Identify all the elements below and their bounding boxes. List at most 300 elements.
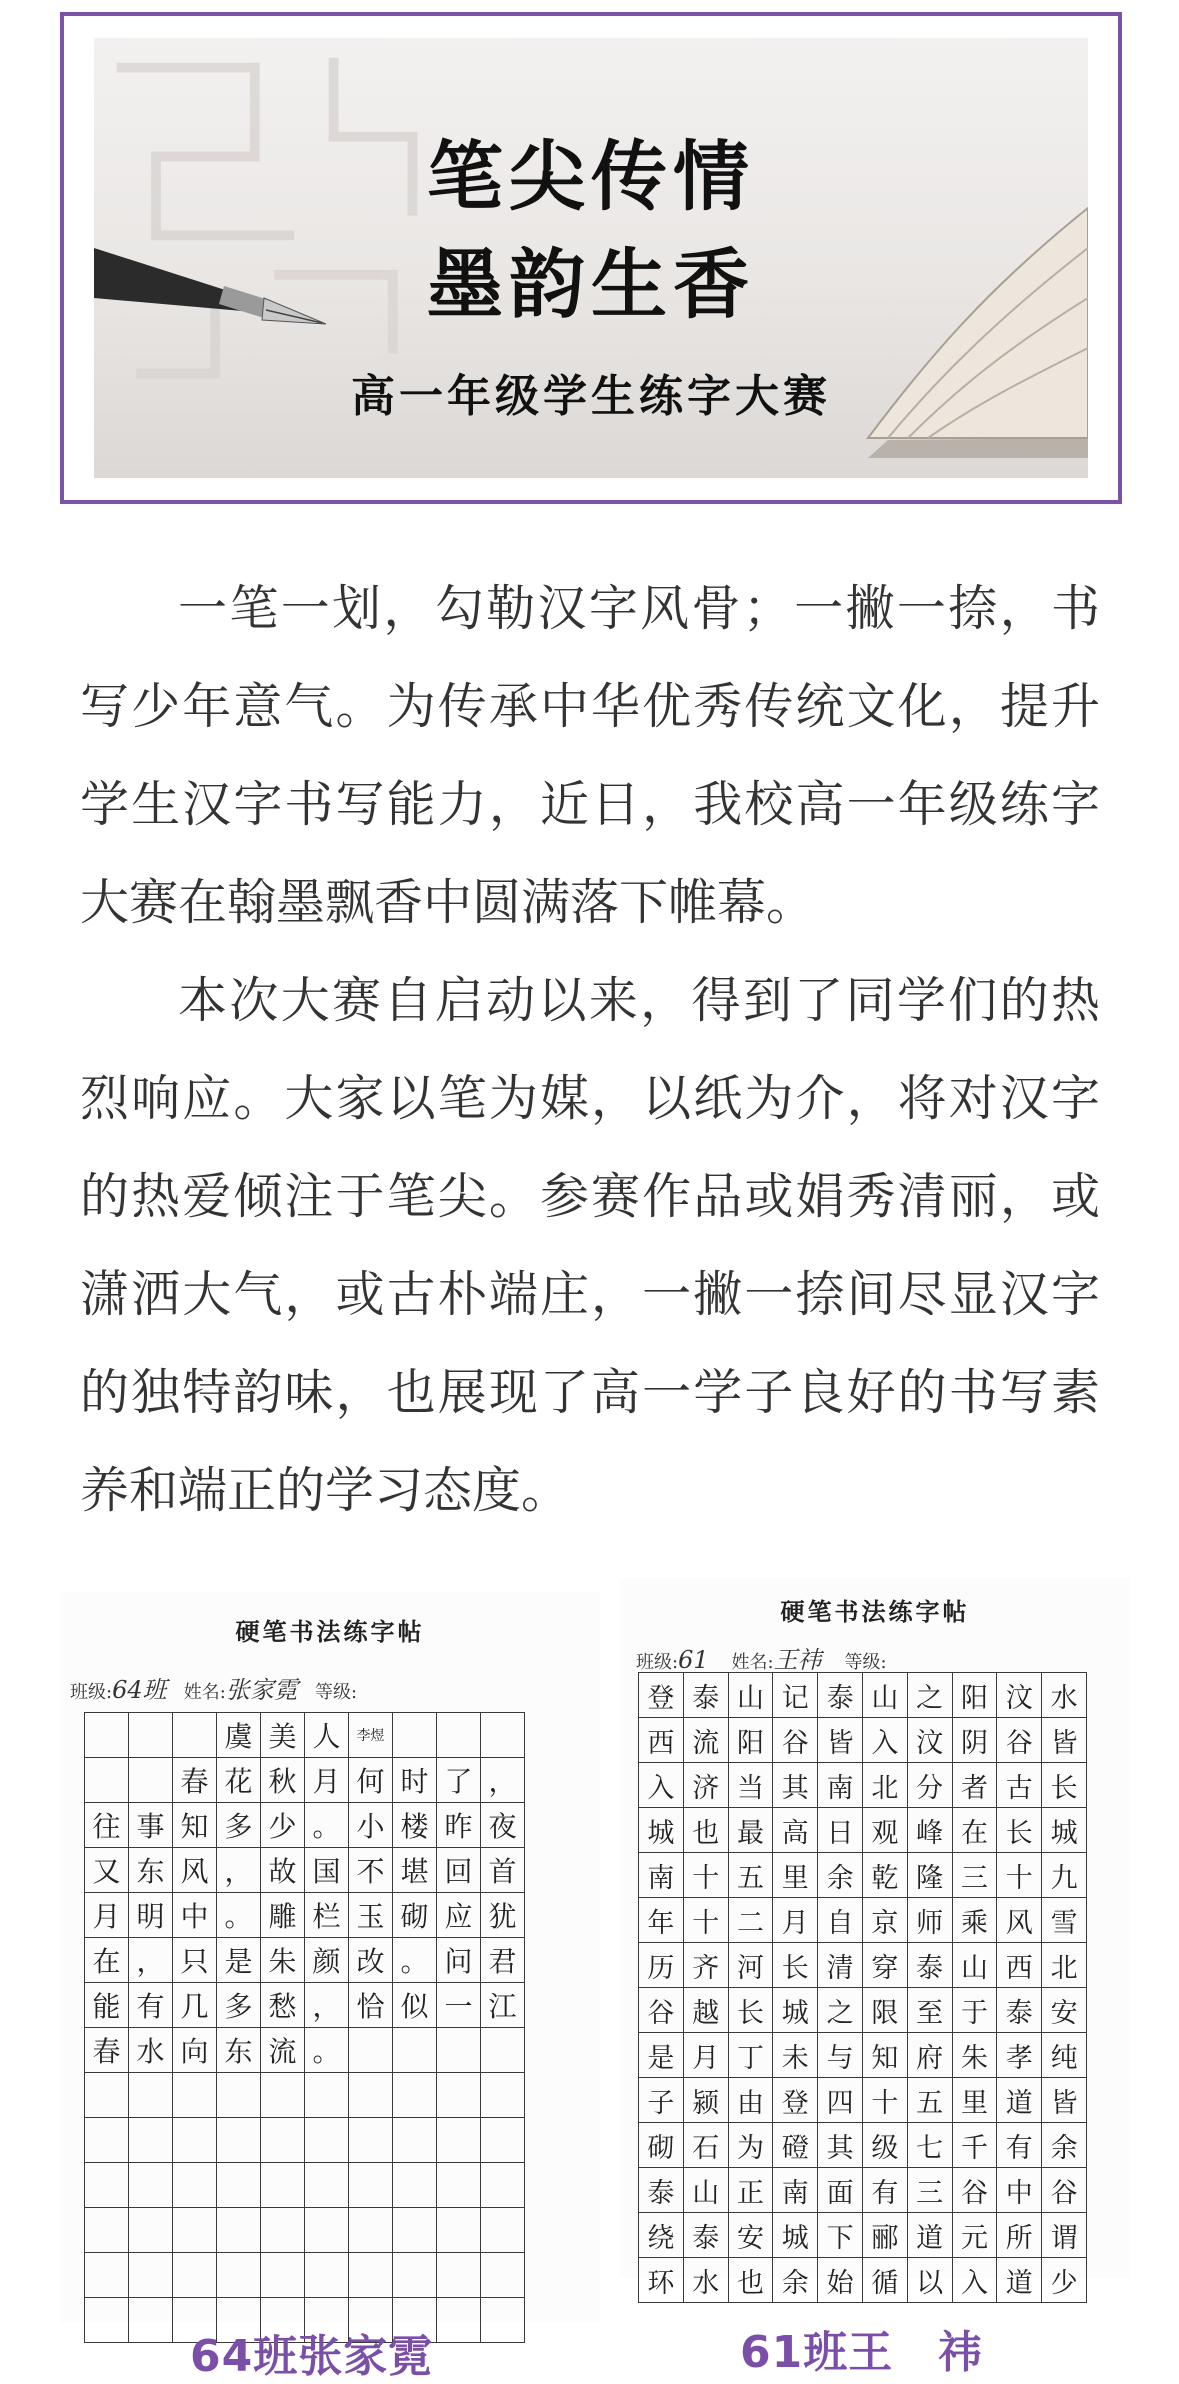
- grid-cell: 正: [728, 2168, 773, 2213]
- grid-cell: 循: [862, 2258, 907, 2303]
- grid-row: [85, 1758, 525, 1803]
- grid-cell: 少: [1042, 2258, 1087, 2303]
- grid-cell: [349, 2073, 393, 2118]
- grid-cell: 自: [818, 1898, 863, 1943]
- grid-cell: [173, 2163, 217, 2208]
- grid-cell: 有: [997, 2123, 1042, 2168]
- grid-cell: 子: [639, 2078, 684, 2123]
- grid-cell: 未: [773, 2033, 818, 2078]
- grid-cell: 下: [818, 2213, 863, 2258]
- grid-cell: 何: [349, 1758, 393, 1803]
- banner-title-line-1: 笔尖传情: [427, 132, 755, 221]
- grid-cell: 至: [907, 1988, 952, 2033]
- grid-cell: 城: [639, 1808, 684, 1853]
- grid-row: [639, 1808, 1087, 1853]
- grid-cell: 长: [773, 1943, 818, 1988]
- grid-cell: [481, 2163, 525, 2208]
- grid-cell: 面: [818, 2168, 863, 2213]
- grid-cell: ，: [305, 1983, 349, 2028]
- grid-cell: 在: [85, 1938, 129, 1983]
- grid-cell: 由: [728, 2078, 773, 2123]
- grid-cell: 观: [862, 1808, 907, 1853]
- grid-row: [639, 1943, 1087, 1988]
- grid-cell: [437, 2073, 481, 2118]
- grid-cell: 水: [683, 2258, 728, 2303]
- grid-cell: 美: [261, 1713, 305, 1758]
- grid-cell: 为: [728, 2123, 773, 2168]
- grid-cell: 又: [85, 1848, 129, 1893]
- grid-cell: 安: [1042, 1988, 1087, 2033]
- grid-cell: [481, 2118, 525, 2163]
- grid-cell: 年: [639, 1898, 684, 1943]
- grid-cell: 谓: [1042, 2213, 1087, 2258]
- grid-cell: 古: [997, 1763, 1042, 1808]
- grid-cell: 堪: [393, 1848, 437, 1893]
- grid-row: [85, 2073, 525, 2118]
- grid-cell: 花: [217, 1758, 261, 1803]
- grid-cell: 安: [728, 2213, 773, 2258]
- grid-cell: [85, 1713, 129, 1758]
- grid-cell: ，: [217, 1848, 261, 1893]
- grid-cell: 入: [639, 1763, 684, 1808]
- grid-cell: 月: [773, 1898, 818, 1943]
- grid-cell: [305, 2163, 349, 2208]
- grid-cell: 千: [952, 2123, 997, 2168]
- grid-cell: 流: [683, 1718, 728, 1763]
- copybook-sheet-64: [60, 1592, 600, 2322]
- name-value: 张家霓: [225, 1676, 298, 1704]
- grid-cell: 三: [952, 1853, 997, 1898]
- grid-cell: 国: [305, 1848, 349, 1893]
- grid-row: [639, 1763, 1087, 1808]
- grid-cell: 京: [862, 1898, 907, 1943]
- grid-cell: 泰: [683, 2213, 728, 2258]
- grid-cell: 与: [818, 2033, 863, 2078]
- grid-cell: 孝: [997, 2033, 1042, 2078]
- grid-cell: 山: [862, 1673, 907, 1718]
- grid-cell: 改: [349, 1938, 393, 1983]
- grid-cell: 人: [305, 1713, 349, 1758]
- grid-row: [85, 1803, 525, 1848]
- grid-cell: 中: [173, 1893, 217, 1938]
- grid-row: [639, 2258, 1087, 2303]
- grid-cell: 西: [997, 1943, 1042, 1988]
- grid-row: [639, 1898, 1087, 1943]
- grid-cell: 谷: [1042, 2168, 1087, 2213]
- grid-cell: 东: [129, 1848, 173, 1893]
- grid-cell: 明: [129, 1893, 173, 1938]
- grid-cell: 五: [907, 2078, 952, 2123]
- grid-row: [85, 1893, 525, 1938]
- grid-row: [639, 2078, 1087, 2123]
- grid-cell: [85, 1758, 129, 1803]
- grid-row: [639, 2213, 1087, 2258]
- grid-cell: 谷: [773, 1718, 818, 1763]
- grid-cell: [481, 2298, 525, 2343]
- grid-cell: 长: [997, 1808, 1042, 1853]
- grid-cell: 隆: [907, 1853, 952, 1898]
- grid-cell: 山: [952, 1943, 997, 1988]
- grid-cell: 郦: [862, 2213, 907, 2258]
- grid-cell: 里: [952, 2078, 997, 2123]
- article-paragraph-1: 一笔一划，勾勒汉字风骨；一撇一捺，书写少年意气。为传承中华优秀传统文化，提升学生汉字书写能力，近日，我校高一年级练字大赛在翰墨飘香中圆满落下帷幕。: [80, 580, 1100, 931]
- grid-cell: 南: [639, 1853, 684, 1898]
- grid-cell: 砌: [639, 2123, 684, 2168]
- grid-cell: [349, 2118, 393, 2163]
- grid-cell: 十: [683, 1853, 728, 1898]
- grid-cell: 余: [773, 2258, 818, 2303]
- grid-cell: 了: [437, 1758, 481, 1803]
- grid-cell: 也: [728, 2258, 773, 2303]
- grid-cell: [305, 2118, 349, 2163]
- writing-grid: [638, 1672, 1087, 2303]
- grid-cell: 里: [773, 1853, 818, 1898]
- grid-cell: 山: [728, 1673, 773, 1718]
- grade-label: 等级:: [315, 1682, 358, 1703]
- grid-cell: 济: [683, 1763, 728, 1808]
- copybook-caption-61: 61班王 祎: [740, 2327, 984, 2378]
- grid-cell: 石: [683, 2123, 728, 2168]
- grid-cell: 一: [437, 1983, 481, 2028]
- grid-cell: 西: [639, 1718, 684, 1763]
- grid-cell: [217, 2253, 261, 2298]
- grid-cell: 东: [217, 2028, 261, 2073]
- grid-cell: 玉: [349, 1893, 393, 1938]
- grid-cell: [393, 2208, 437, 2253]
- grid-cell: [173, 2253, 217, 2298]
- grid-cell: [261, 2118, 305, 2163]
- grid-cell: 皆: [1042, 2078, 1087, 2123]
- grid-cell: [349, 2208, 393, 2253]
- grid-row: [639, 2168, 1087, 2213]
- grid-cell: 昨: [437, 1803, 481, 1848]
- grid-cell: 应: [437, 1893, 481, 1938]
- name-label: 姓名:: [183, 1682, 226, 1703]
- grid-cell: 回: [437, 1848, 481, 1893]
- grid-cell: 所: [997, 2213, 1042, 2258]
- grid-cell: 是: [639, 2033, 684, 2078]
- grid-cell: [129, 2253, 173, 2298]
- grid-cell: 汶: [997, 1673, 1042, 1718]
- class-value: 64班: [112, 1676, 167, 1704]
- grid-cell: 级: [862, 2123, 907, 2168]
- grid-cell: [437, 2118, 481, 2163]
- grid-cell: [437, 2208, 481, 2253]
- grid-cell: 北: [1042, 1943, 1087, 1988]
- grid-cell: 故: [261, 1848, 305, 1893]
- grid-cell: 栏: [305, 1893, 349, 1938]
- grid-cell: 十: [997, 1853, 1042, 1898]
- grid-cell: 月: [305, 1758, 349, 1803]
- copybook-sheet-61: [620, 1578, 1130, 2299]
- grid-cell: 始: [818, 2258, 863, 2303]
- grid-cell: [393, 2118, 437, 2163]
- grid-cell: 丁: [728, 2033, 773, 2078]
- grid-cell: [481, 1713, 525, 1758]
- grid-cell: 时: [393, 1758, 437, 1803]
- grid-cell: 谷: [997, 1718, 1042, 1763]
- grid-cell: ，: [481, 1758, 525, 1803]
- banner-subtitle: 高一年级学生练字大赛: [351, 371, 831, 422]
- grid-cell: [129, 1758, 173, 1803]
- grid-cell: 多: [217, 1803, 261, 1848]
- grid-cell: [393, 2163, 437, 2208]
- grid-cell: 事: [129, 1803, 173, 1848]
- grid-cell: ，: [129, 1938, 173, 1983]
- grid-cell: 愁: [261, 1983, 305, 2028]
- grid-cell: 城: [773, 1988, 818, 2033]
- grid-cell: 道: [997, 2258, 1042, 2303]
- grid-cell: 清: [818, 1943, 863, 1988]
- copybook-title: 硬笔书法练字帖: [235, 1617, 425, 1646]
- grid-cell: [481, 2028, 525, 2073]
- grid-row: [639, 2033, 1087, 2078]
- grid-cell: [481, 2073, 525, 2118]
- grid-cell: 虞: [217, 1713, 261, 1758]
- grid-cell: [437, 2028, 481, 2073]
- grid-cell: [349, 2253, 393, 2298]
- grid-cell: 。: [217, 1893, 261, 1938]
- grid-cell: 泰: [907, 1943, 952, 1988]
- grid-cell: 。: [305, 1803, 349, 1848]
- grid-cell: [261, 2208, 305, 2253]
- copybook-title: 硬笔书法练字帖: [780, 1597, 970, 1626]
- grid-cell: [393, 1713, 437, 1758]
- grid-cell: 秋: [261, 1758, 305, 1803]
- grid-row: [85, 2118, 525, 2163]
- grid-cell: 阳: [952, 1673, 997, 1718]
- grid-row: [85, 2253, 525, 2298]
- grid-row: [85, 1938, 525, 1983]
- grid-cell: 有: [862, 2168, 907, 2213]
- grid-cell: [173, 2118, 217, 2163]
- grid-cell: 入: [862, 1718, 907, 1763]
- grid-cell: [173, 2208, 217, 2253]
- grid-cell: 只: [173, 1938, 217, 1983]
- grid-cell: 师: [907, 1898, 952, 1943]
- grid-cell: 小: [349, 1803, 393, 1848]
- grid-cell: [85, 2073, 129, 2118]
- grid-row: [639, 1718, 1087, 1763]
- article-paragraph-2: 本次大赛自启动以来，得到了同学们的热烈响应。大家以笔为媒，以纸为介，将对汉字的热爱倾注于笔尖。参赛作品或娟秀清丽，或潇洒大气，或古朴端庄，一撇一捺间尽显汉字的独特韵味，也展现了高一学子良好的书写素养和端正的学习态度。: [80, 972, 1100, 1519]
- grid-cell: [305, 2253, 349, 2298]
- grid-cell: 朱: [952, 2033, 997, 2078]
- grid-cell: 流: [261, 2028, 305, 2073]
- grid-cell: [217, 2073, 261, 2118]
- grid-cell: 颍: [683, 2078, 728, 2123]
- grid-cell: 越: [683, 1988, 728, 2033]
- grid-cell: 问: [437, 1938, 481, 1983]
- grid-cell: [129, 2073, 173, 2118]
- grid-cell: 是: [217, 1938, 261, 1983]
- grid-row: [639, 1853, 1087, 1898]
- grid-cell: [349, 2028, 393, 2073]
- class-label: 班级:: [636, 1652, 679, 1673]
- grid-cell: [129, 1713, 173, 1758]
- grid-cell: [393, 2028, 437, 2073]
- grid-cell: 雕: [261, 1893, 305, 1938]
- grid-cell: 长: [1042, 1763, 1087, 1808]
- grid-cell: 二: [728, 1898, 773, 1943]
- grid-cell: 朱: [261, 1938, 305, 1983]
- grid-cell: [349, 2163, 393, 2208]
- grid-cell: 乘: [952, 1898, 997, 1943]
- grid-row: [639, 1673, 1087, 1718]
- grid-cell: 月: [683, 2033, 728, 2078]
- grid-cell: 有: [129, 1983, 173, 2028]
- grid-cell: 泰: [997, 1988, 1042, 2033]
- grid-cell: 道: [997, 2078, 1042, 2123]
- grid-cell: 余: [818, 1853, 863, 1898]
- grid-row: [639, 2123, 1087, 2168]
- grid-cell: 历: [639, 1943, 684, 1988]
- grid-cell: 君: [481, 1938, 525, 1983]
- grid-cell: 夜: [481, 1803, 525, 1848]
- grid-cell: [393, 2253, 437, 2298]
- grid-cell: 似: [393, 1983, 437, 2028]
- grid-cell: 月: [85, 1893, 129, 1938]
- class-value: 61: [678, 1646, 709, 1674]
- grid-cell: 长: [728, 1988, 773, 2033]
- grid-cell: 河: [728, 1943, 773, 1988]
- grid-cell: [437, 2298, 481, 2343]
- grid-cell: 水: [129, 2028, 173, 2073]
- banner: [60, 12, 1122, 504]
- grid-cell: 楼: [393, 1803, 437, 1848]
- grid-cell: [217, 2208, 261, 2253]
- grid-cell: 泰: [818, 1673, 863, 1718]
- grid-cell: 纯: [1042, 2033, 1087, 2078]
- grid-cell: 知: [173, 1803, 217, 1848]
- grid-cell: [481, 2253, 525, 2298]
- grid-cell: [217, 2118, 261, 2163]
- grid-cell: 最: [728, 1808, 773, 1853]
- grid-cell: [305, 2073, 349, 2118]
- grid-cell: 泰: [639, 2168, 684, 2213]
- grid-cell: 雪: [1042, 1898, 1087, 1943]
- grid-cell: 谷: [952, 2168, 997, 2213]
- grid-cell: 水: [1042, 1673, 1087, 1718]
- grid-cell: [129, 2298, 173, 2343]
- grid-cell: 以: [907, 2258, 952, 2303]
- grid-cell: [261, 2073, 305, 2118]
- grid-row: [85, 1713, 525, 1758]
- grid-cell: [85, 2298, 129, 2343]
- grid-cell: 穿: [862, 1943, 907, 1988]
- grid-cell: 者: [952, 1763, 997, 1808]
- grid-cell: [85, 2208, 129, 2253]
- grid-cell: 四: [818, 2078, 863, 2123]
- grid-cell: [85, 2163, 129, 2208]
- grid-cell: [173, 1713, 217, 1758]
- grid-cell: 磴: [773, 2123, 818, 2168]
- grid-cell: 皆: [1042, 1718, 1087, 1763]
- grid-cell: 颜: [305, 1938, 349, 1983]
- grid-cell: 阳: [728, 1718, 773, 1763]
- class-label: 班级:: [70, 1682, 113, 1703]
- grid-cell: 限: [862, 1988, 907, 2033]
- grid-cell: [129, 2208, 173, 2253]
- grid-cell: 知: [862, 2033, 907, 2078]
- grid-cell: 高: [773, 1808, 818, 1853]
- grid-cell: 道: [907, 2213, 952, 2258]
- grid-cell: 汶: [907, 1718, 952, 1763]
- grid-cell: 齐: [683, 1943, 728, 1988]
- grid-cell: 南: [818, 1763, 863, 1808]
- grid-cell: 北: [862, 1763, 907, 1808]
- grid-cell: 入: [952, 2258, 997, 2303]
- grid-cell: [85, 2253, 129, 2298]
- grid-cell: 十: [683, 1898, 728, 1943]
- grid-cell: 向: [173, 2028, 217, 2073]
- grid-cell: 犹: [481, 1893, 525, 1938]
- grid-cell: 七: [907, 2123, 952, 2168]
- grid-cell: 。: [393, 1938, 437, 1983]
- grid-cell: 少: [261, 1803, 305, 1848]
- name-value: 王祎: [773, 1646, 822, 1674]
- grid-cell: 风: [173, 1848, 217, 1893]
- grid-cell: 记: [773, 1673, 818, 1718]
- grid-cell: 阴: [952, 1718, 997, 1763]
- grid-cell: 首: [481, 1848, 525, 1893]
- grid-cell: 之: [907, 1673, 952, 1718]
- grid-cell: [305, 2208, 349, 2253]
- grid-cell: 当: [728, 1763, 773, 1808]
- grid-cell: [85, 2118, 129, 2163]
- grid-cell: 中: [997, 2168, 1042, 2213]
- grid-cell: [261, 2253, 305, 2298]
- grid-cell: 日: [818, 1808, 863, 1853]
- grid-cell: 余: [1042, 2123, 1087, 2168]
- grid-cell: 九: [1042, 1853, 1087, 1898]
- name-label: 姓名:: [731, 1652, 774, 1673]
- grid-cell: 不: [349, 1848, 393, 1893]
- writing-grid: [84, 1712, 525, 2343]
- grid-cell: 分: [907, 1763, 952, 1808]
- grid-cell: 五: [728, 1853, 773, 1898]
- grid-cell: 城: [773, 2213, 818, 2258]
- grid-cell: [393, 2073, 437, 2118]
- grid-row: [85, 1983, 525, 2028]
- grid-cell: 绕: [639, 2213, 684, 2258]
- grid-cell: 往: [85, 1803, 129, 1848]
- grid-cell: [261, 2163, 305, 2208]
- copybook-meta: [70, 1670, 357, 1705]
- grid-cell: [437, 1713, 481, 1758]
- grid-cell: 春: [85, 2028, 129, 2073]
- grid-cell: 元: [952, 2213, 997, 2258]
- copybook-meta: [636, 1640, 887, 1675]
- grid-cell: [481, 2208, 525, 2253]
- copybook-caption-64: 64班张家霓: [190, 2331, 434, 2382]
- grid-cell: 皆: [818, 1718, 863, 1763]
- grid-cell: 也: [683, 1808, 728, 1853]
- grid-cell: [173, 2073, 217, 2118]
- grid-cell: 环: [639, 2258, 684, 2303]
- grid-cell: 其: [818, 2123, 863, 2168]
- grid-cell: 登: [639, 1673, 684, 1718]
- grid-cell: 几: [173, 1983, 217, 2028]
- grid-cell: 乾: [862, 1853, 907, 1898]
- grid-row: [85, 2208, 525, 2253]
- grid-row: [639, 1988, 1087, 2033]
- grid-cell: 登: [773, 2078, 818, 2123]
- grid-row: [85, 2163, 525, 2208]
- grid-cell: 于: [952, 1988, 997, 2033]
- grid-row: [85, 2028, 525, 2073]
- grid-cell: 恰: [349, 1983, 393, 2028]
- grid-cell: 之: [818, 1988, 863, 2033]
